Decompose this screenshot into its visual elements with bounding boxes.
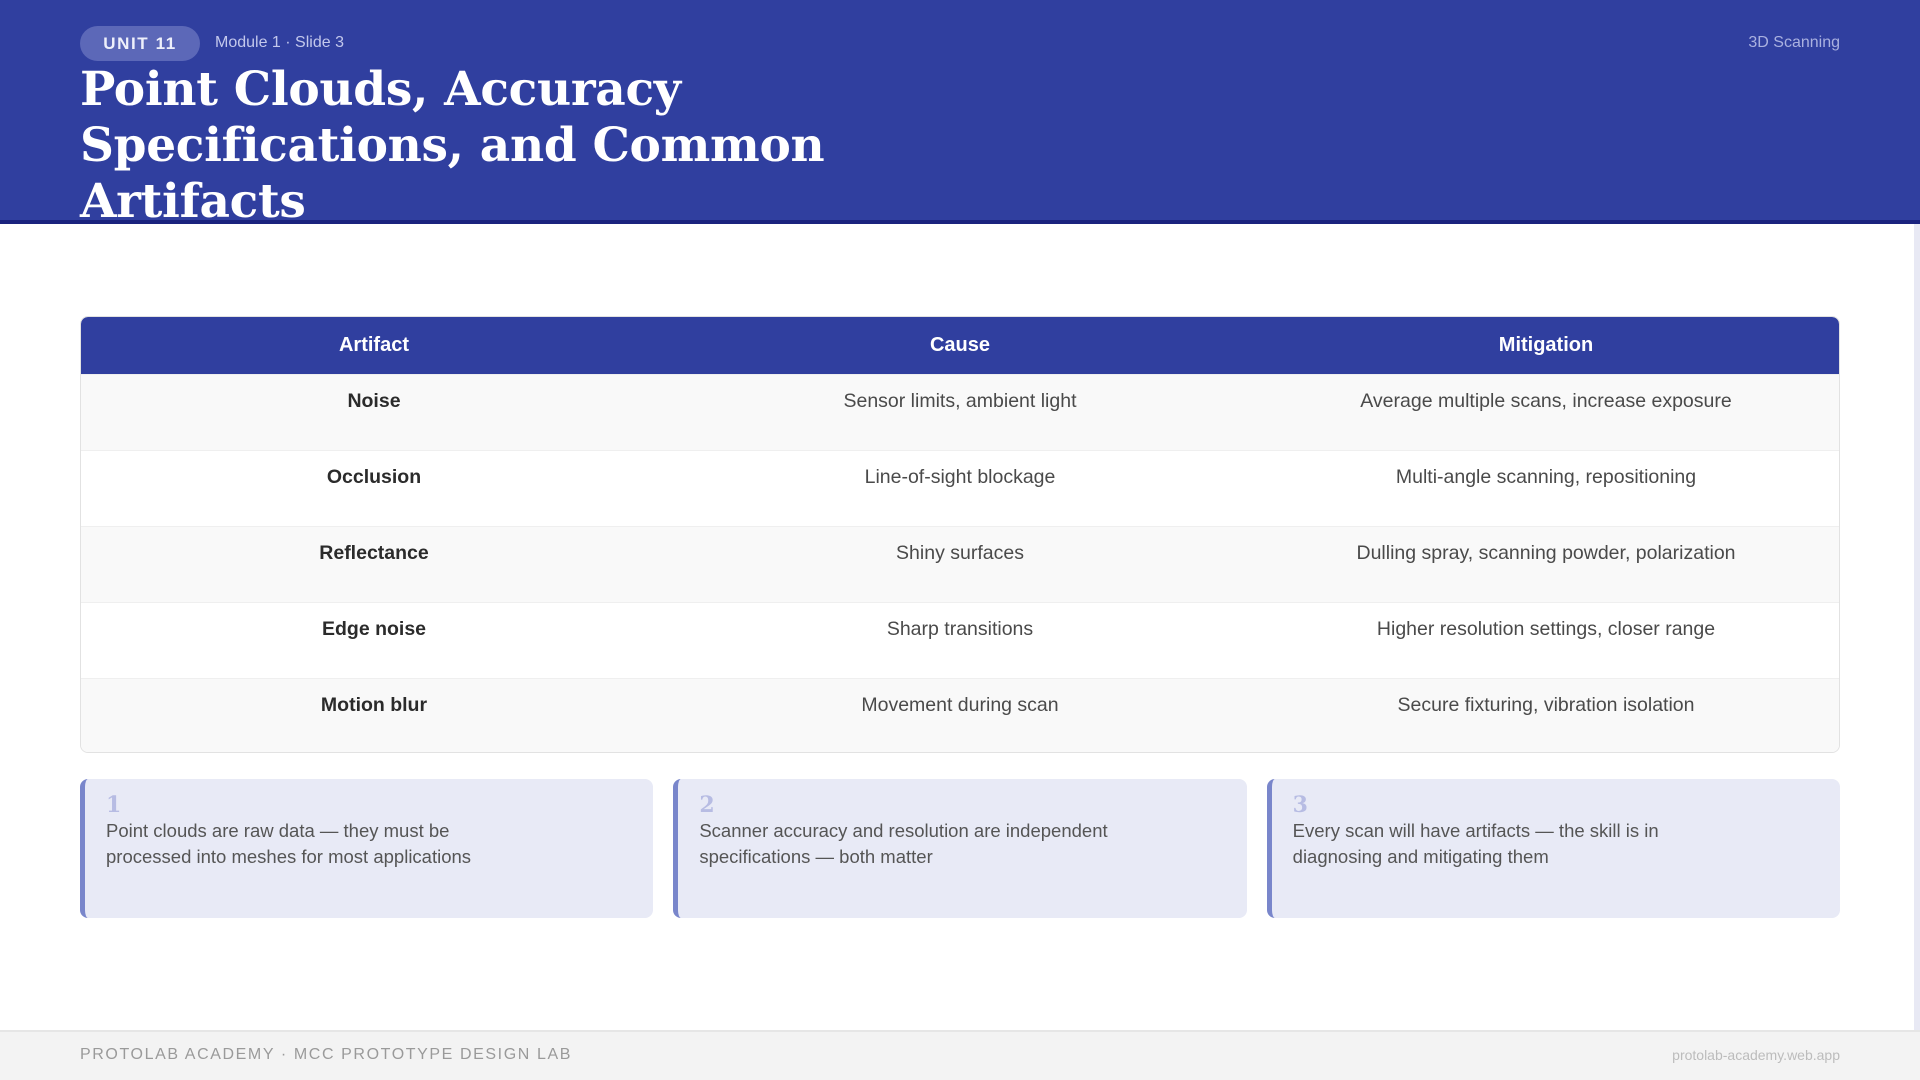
column-header-artifact: Artifact — [338, 334, 409, 356]
scrollbar-track[interactable] — [1914, 224, 1920, 1030]
table-header — [81, 317, 1839, 374]
cell-artifact: Noise — [347, 390, 401, 412]
topic-label: 3D Scanning — [1748, 34, 1840, 51]
table-row — [81, 374, 1839, 450]
artifacts-table — [80, 316, 1840, 753]
table-row — [81, 678, 1839, 753]
takeaway-text: Point clouds are raw data — they must be processed into meshes for most applications — [106, 820, 472, 867]
takeaway-text: Scanner accuracy and resolution are independent specifications — both matter — [699, 820, 1108, 867]
takeaway-card — [1267, 779, 1840, 918]
page-title: Point Clouds, Accuracy Specifications, and Common Artifacts — [80, 62, 825, 229]
takeaway-cards — [80, 779, 1840, 918]
cell-cause: Sensor limits, ambient light — [843, 390, 1077, 412]
cell-mitigation: Average multiple scans, increase exposure — [1360, 390, 1732, 412]
takeaway-number: 2 — [699, 792, 715, 818]
breadcrumb: Module 1 · Slide 3 — [215, 34, 344, 51]
cell-mitigation: Higher resolution settings, closer range — [1376, 618, 1716, 640]
table-row — [81, 450, 1839, 526]
takeaway-card — [80, 779, 653, 918]
cell-cause: Line-of-sight blockage — [864, 466, 1056, 488]
cell-artifact: Occlusion — [326, 466, 422, 488]
cell-artifact: Edge noise — [321, 618, 427, 640]
table-row — [81, 526, 1839, 602]
cell-mitigation: Dulling spray, scanning powder, polarization — [1356, 542, 1736, 564]
unit-badge: UNIT 11 — [80, 26, 200, 61]
takeaway-card — [673, 779, 1246, 918]
column-header-cause: Cause — [929, 334, 991, 356]
slide-footer — [0, 1030, 1920, 1080]
takeaway-text: Every scan will have artifacts — the skill is in diagnosing and mitigating them — [1292, 820, 1659, 867]
cell-artifact: Reflectance — [319, 542, 429, 564]
table-row — [81, 602, 1839, 678]
takeaway-number: 3 — [1292, 792, 1308, 818]
slide-header — [0, 0, 1920, 229]
cell-mitigation: Multi-angle scanning, repositioning — [1395, 466, 1697, 488]
cell-cause: Movement during scan — [861, 694, 1059, 716]
footer-url-link[interactable]: protolab-academy.web.app — [1672, 1047, 1840, 1063]
cell-artifact: Motion blur — [320, 694, 428, 716]
cell-cause: Sharp transitions — [886, 618, 1034, 640]
cell-mitigation: Secure fixturing, vibration isolation — [1397, 694, 1695, 716]
footer-org: PROTOLAB ACADEMY · MCC PROTOTYPE DESIGN LAB — [80, 1046, 573, 1063]
cell-cause: Shiny surfaces — [896, 542, 1024, 564]
column-header-mitigation: Mitigation — [1498, 334, 1594, 356]
takeaway-number: 1 — [106, 792, 122, 818]
